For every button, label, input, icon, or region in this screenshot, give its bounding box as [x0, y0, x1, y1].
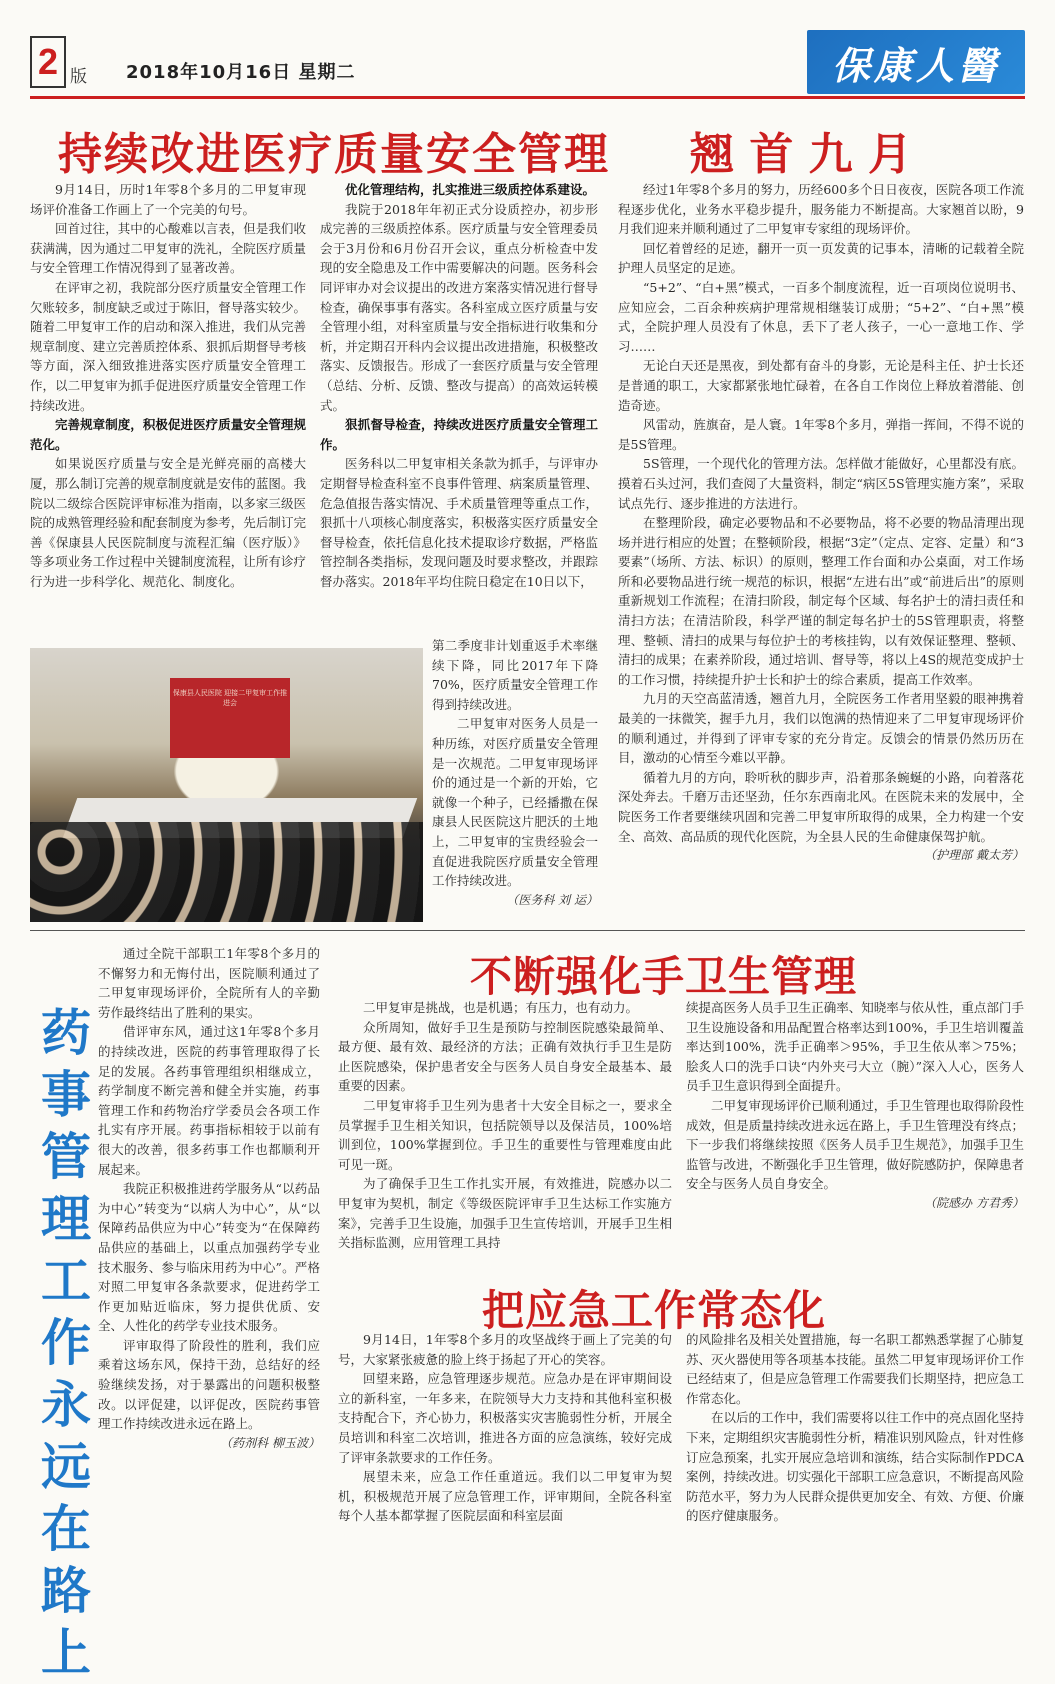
issue-date: 2018年10月16日 星期二 [126, 62, 356, 83]
article4-byline: （院感办 方君秀） [924, 1195, 1024, 1210]
article4-para: 续提高医务人员手卫生正确率、知晓率与依从性，重点部门手卫生设施设备和用品配置合格率达到100%，手卫生培训覆盖率达到100%，洗手正确率＞95%，手卫生依从率＞75%；脍炙人口的洗手口诀“内外夹弓大立（腕）”深入人心，医务人员手卫生意识得到全面提升。 [686, 1000, 1024, 1094]
article2-title: 翘 首 九 月 [690, 129, 912, 180]
article1-para: 9月14日，历时1年零8个多月的二甲复审现场评价准备工作画上了一个完美的句号。 [30, 182, 306, 217]
article4-col2 [686, 998, 1024, 1214]
article2-para: 回忆着曾经的足迹，翻开一页一页发黄的记事本，清晰的记载着全院护理人员坚定的足迹。 [618, 240, 1024, 276]
meeting-photo [30, 648, 423, 922]
article5-para: 的风险排名及相关处置措施，每一名职工都熟悉掌握了心肺复苏、灭火器使用等各项基本技能。虽然二甲复审现场评价工作已经结束了，但是应急管理工作需要我们长期坚持，把应急工作常态化。 [686, 1332, 1024, 1406]
article5-para: 回望来路，应急管理逐步规范。应急办是在评审期间设立的新科室，一年多来，在院领导大力支持和其他科室积极支持配合下，齐心协力，积极落实灾害脆弱性分析，开展全员培训和科室二次培训，推进各方面的应急演练，较好完成了评审条款要求的工作任务。 [338, 1371, 672, 1465]
article1-subhead: 完善规章制度，积极促进医疗质量安全管理规范化。 [30, 417, 306, 452]
article3-para: 评审取得了阶段性的胜利，我们应乘着这场东风，保持干劲，总结好的经验继续发扬，对于暴露出的问题积极整改。以评促建，以评促改，医院药事管理工作持续改进永远在路上。 [98, 1337, 320, 1432]
article3-para: 通过全院干部职工1年零8个多月的不懈努力和无悔付出，医院顺利通过了二甲复审现场评价，全院所有人的辛勤劳作最终结出了胜利的果实。 [98, 946, 320, 1020]
article1-para: 如果说医疗质量与安全是光鲜亮丽的高楼大厦，那么制订完善的规章制度就是安伟的蓝图。我院以二级综合医院评审标准为指南，以多家三级医院的成熟管理经验和配套制度为参考，先后制订完善《保康县人民医院制度与流程汇编（医疗版）》等多项业务工作过程中关键制度流程，让所有诊疗行为进一步科学化、规范化、制度化。 [30, 456, 306, 589]
photo-attendees [30, 822, 423, 922]
article3-para: 借评审东风，通过这1年零8个多月的持续改进，医院的药事管理取得了长足的发展。各药事管理组织相继成立，药学制度不断完善和健全并实施，药事管理工作和药物治疗学委员会各项工作扎实有序开展。药事指标相较于以前有很大的改善，很多药事工作也都顺利开展起来。 [98, 1024, 320, 1177]
article5-para: 9月14日，1年零8个多月的攻坚战终于画上了完美的句号，大家紧张疲惫的脸上终于扬起了开心的笑容。 [338, 1332, 672, 1367]
page-number: 2 [30, 36, 66, 88]
article2-para: 5S管理，一个现代化的管理方法。怎样做才能做好，心里都没有底。摸着石头过河，我们查阅了大量资料，制定“病区5S管理实施方案”，采取试点先行、逐步推进的方法进行。 [618, 456, 1024, 511]
article2-body [618, 180, 1024, 866]
article5-para: 在以后的工作中，我们需要将以往工作中的亮点固化坚持下来，定期组织灾害脆弱性分析，精准识别风险点，针对性修订应急预案，扎实开展应急培训和演练，结合实际制作PDCA案例，持续改进。切实强化干部职工应急意识，不断提高风险防范水平，努力为人民群众提供更加安全、有效、方便、价廉的医疗健康服务。 [686, 1410, 1024, 1524]
article1-col2 [320, 180, 598, 591]
article1-para: 二甲复审对医务人员是一种历练，对医疗质量安全管理是一次规范。二甲复审现场评价的通过是一个新的开始，它就像一个种子，已经播撒在保康县人民医院这片肥沃的土地上，二甲复审的宝贵经验会一直促进我院医疗质量安全管理工作持续改进。 [432, 716, 598, 889]
article1-para: 第二季度非计划重返手术率继续下降，同比2017年下降70%，医疗质量安全管理工作得到持续改进。 [432, 638, 598, 712]
page-suffix: 版 [70, 67, 87, 87]
article2-para: 循着九月的方向，聆听秋的脚步声，沿着那条蜿蜒的小路，向着落花深处奔去。千磨万击还坚劲，任尔东西南北风。在医院未来的发展中，全院医务工作者要继续巩固和完善二甲复审所取得的成果，全力构建一个安全、高效、高品质的现代化医院，为全县人民的生命健康保驾护航。 [618, 769, 1024, 844]
newspaper-logo: 保康人醫 [807, 30, 1025, 94]
article2-para: 在整理阶段，确定必要物品和不必要物品，将不必要的物品清理出现场并进行相应的处置；在整顿阶段，根据“3定”（定点、定容、定量）和“3要素”（场所、方法、标识）的原则，整理工作台面和办公桌面，对工作场所和必要物品进行统一规范的标识，根据“左进右出”或“前进后出”的原则重新规划工作流程；在清扫阶段，制定每个区域、每名护士的清扫责任和清扫方法；在清洁阶段，科学严谨的制定每名护士的5S管理职责，将整理、整顿、清扫的成果与每位护士的考核挂钩，以有效保证整理、整顿、清扫的成果；在素养阶段，通过培训、督导等，将以上4S的规范变成护士的工作习惯，持续提升护士长和护士的综合素质，提高工作效率。 [618, 515, 1024, 687]
article4-title: 不断强化手卫生管理 [470, 952, 858, 1001]
article1-subhead: 优化管理结构，扎实推进三级质控体系建设。 [345, 182, 596, 197]
article2-para: “5+2”、“白+黑”模式，一百多个制度流程，近一百项岗位说明书、应知应会，二百余种疾病护理常规相继装订成册；“5+2”、“白+黑”模式，全院护理人员没有了休息，丢下了老人孩子，一心一意地工作、学习…… [618, 279, 1024, 354]
article2-para: 无论白天还是黑夜，到处都有奋斗的身影，无论是科主任、护士长还是普通的职工，大家都紧张地忙碌着，在各自工作岗位上释放着潜能、创造奇迹。 [618, 358, 1024, 413]
article3-title: 药事管理工作永远在路上 [41, 1003, 91, 1682]
article1-byline: （医务科 刘 运） [506, 892, 598, 907]
article2-para: 九月的天空高蓝清透，翘首九月，全院医务工作者用坚毅的眼神携着最美的一抹微笑，握手九月，我们以饱满的热情迎来了二甲复审现场评价的顺利通过，并得到了评审专家的充分肯定。反馈会的情景仍然历历在目，激动的心情至今难以平静。 [618, 691, 1024, 766]
article1-para: 回首过往，其中的心酸难以言表，但是我们收获满满，因为通过二甲复审的洗礼，全院医疗质量与安全管理工作情况得到了显著改善。 [30, 221, 306, 276]
article3-para: 我院正积极推进药学服务从“以药品为中心”转变为“以病人为中心”，从“以保障药品供应为中心”转变为“在保障药品供应的基础上，以重点加强药学专业技术服务、参与临床用药为中心”。严格对照二甲复审各条款要求，促进药学工作更加贴近临床，努力提供优质、安全、人性化的药学专业技术服务。 [98, 1181, 320, 1334]
article4-para: 二甲复审将手卫生列为患者十大安全目标之一，要求全员掌握手卫生相关知识，包括院领导以及保洁员，100%培训到位，100%掌握到位。手卫生的重要性与管理难度由此可见一斑。 [338, 1097, 672, 1172]
article1-col2-lower [432, 636, 598, 910]
section-divider [30, 930, 1025, 931]
header-rule [30, 96, 1025, 99]
article4-para: 众所周知，做好手卫生是预防与控制医院感染最简单、最方便、最有效、最经济的方法；正确有效执行手卫生是防止医院感染，保护患者安全与医务人员自身安全最基本、最重要的因素。 [338, 1019, 672, 1094]
article4-para: 二甲复审是挑战，也是机遇；有压力，也有动力。 [363, 1000, 639, 1015]
article1-para: 医务科以二甲复审相关条款为抓手，与评审办定期督导检查科室不良事件管理、病案质量管理、危急值报告落实情况、手术质量管理等重点工作，狠抓十八项核心制度落实，积极落实医疗质量安全督导检查，依托信息化技术提取诊疗数据，严格监管控制各类指标，发现问题及时要求整改，并跟踪督办落实。2018年平均住院日稳定在10日以下， [320, 456, 598, 589]
article5-para: 展望未来，应急工作任重道远。我们以二甲复审为契机，积极规范开展了应急管理工作，评审期间，全院各科室每个人基本都掌握了医院层面和科室层面 [338, 1469, 672, 1524]
article1-subhead: 狠抓督导检查，持续改进医疗质量安全管理工作。 [320, 417, 598, 452]
article2-para: 经过1年零8个多月的努力，历经600多个日日夜夜，医院各项工作流程逐步优化，业务水平稳步提升，服务能力不断提高。大家翘首以盼，9月我们迎来并顺利通过了二甲复审专家组的现场评价。 [618, 182, 1024, 237]
article4-para: 为了确保手卫生工作扎实开展，有效推进，院感办以二甲复审为契机，制定《等级医院评审手卫生达标工作实施方案》，完善手卫生设施，加强手卫生宣传培训，开展手卫生相关指标监测，应用管理工具持 [338, 1176, 672, 1251]
article1-para: 在评审之初，我院部分医疗质量安全管理工作欠账较多，制度缺乏或过于陈旧，督导落实较少。随着二甲复审工作的启动和深入推进，我们从完善规章制度、建立完善质控体系、狠抓后期督导考核等方面，深入细致推进落实医疗质量安全管理工作，以二甲复审为抓手促进医疗质量安全管理工作持续改进。 [30, 279, 306, 413]
article1-title: 持续改进医疗质量安全管理 [58, 129, 610, 180]
photo-projection-screen: 保康县人民医院 迎接二甲复审工作推进会 [170, 678, 290, 758]
article3-byline: （药剂科 柳玉波） [220, 1435, 320, 1450]
article5-col2 [686, 1330, 1024, 1526]
article2-byline: （护理部 戴太芳） [924, 848, 1024, 863]
article4-col1 [338, 998, 672, 1253]
article1-para: 我院于2018年年初正式分设质控办，初步形成完善的三级质控体系。医疗质量与安全管理委员会于3月份和6月份召开会议，重点分析检查中发现的安全隐患及工作中需要解决的问题。医务科会同评审办对会议提出的改进方案落实情况进行督导检查，确保事事有落实。各科室成立医疗质量与安全管理小组，对科室质量与安全指标进行收集和分析，并定期召开科内会议提出改进措施，积极整改落实、反馈报告。形成了一套医疗质量与安全管理（总结、分析、反馈、整改与提高）的高效运转模式。 [320, 201, 598, 413]
article2-para: 风雷动，旌旗奋，是人寰。1年零8个多月，弹指一挥间，不得不说的是5S管理。 [618, 417, 1024, 452]
article5-col1 [338, 1330, 672, 1526]
article1-col1 [30, 180, 306, 591]
article5-title: 把应急工作常态化 [482, 1286, 827, 1335]
article3-body [98, 944, 320, 1453]
article4-para: 二甲复审现场评价已顺利通过，手卫生管理也取得阶段性成效，但是质量持续改进永远在路上，手卫生管理没有终点；下一步我们将继续按照《医务人员手卫生规范》，加强手卫生监管与改进，不断强化手卫生管理，做好院感防护，保障患者安全与医务人员自身安全。 [686, 1097, 1024, 1192]
